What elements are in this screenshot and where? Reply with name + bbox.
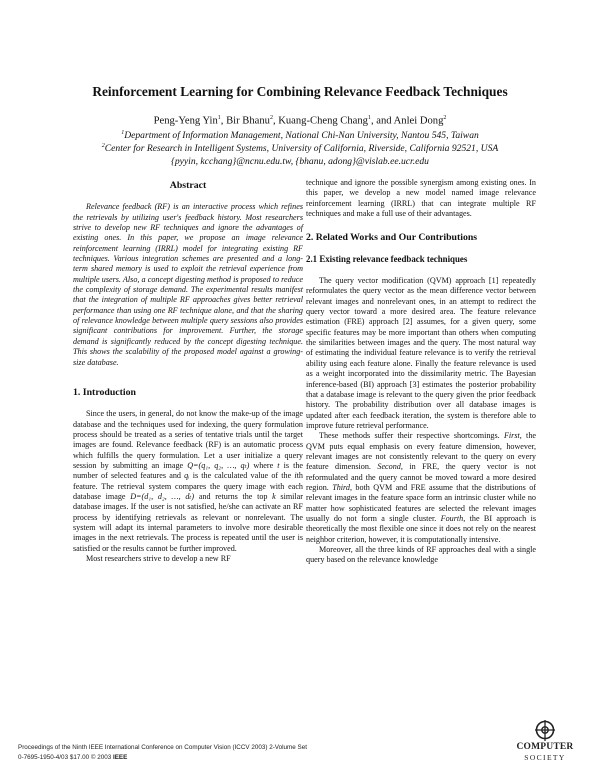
footer-isbn-text: 0-7695-1950-4/03 $17.00 © 2003 [18,754,113,761]
affiliation-text: Department of Information Management, National Chi-Nan University, Nantou 545, Taiwan [124,130,479,142]
affiliation-mark: 2 [101,143,105,149]
right-column [306,178,536,566]
text-run: , the BI approach is theoretically the most flexible one since it does not rely on the nearest neighbor criterion, however, it is computationally intensive. [306,513,536,544]
math-variable: t [277,460,280,470]
text-run: , in FRE, the query vector is not reformulated and the query cannot be moved toward a more desired region. [306,462,537,492]
intro-continuation: technique and ignore the possible synergism among existing ones. In this paper, we develop a new model named image relevance reinforcement learning (IRRL) that can integrate multiple RF techniques and make a full use of their advantages. [306,178,536,219]
author-separator: , [272,115,279,127]
author-name: Peng-Yeng Yin [153,115,218,127]
math-database-vector: D=(d₁, d₂, …, dₜ) [130,491,195,501]
section-heading-introduction: 1. Introduction [73,386,136,398]
author-affiliation-mark: 1 [217,115,221,121]
emphasis: Second [377,462,401,472]
text-run: , the QVM puts equal emphasis on every feature dimension, however, relevant images are not consistently relevant to the query on every feature dimension. [306,431,536,472]
related-paragraph-3: Moreover, all the three kinds of RF approaches deal with a single query based on the relevance knowledge [306,545,536,565]
author-affiliation-mark: 1 [367,115,371,121]
affiliation-text: Center for Research in Intelligent Systems, University of California, Riverside, California 92521, USA [104,143,499,155]
text-run: Since the users, in general, do not know the make-up of the image database and the techniques used for indexing, the query formulation process should be treated as a series of tentative trials until the target images are found. Relevance feedback (RF) is an automatic process which fulfills the query formulation. Let a user initialize a query session by submitting an image [73,409,303,470]
text-run: where [249,460,278,470]
ieee-label: IEEE [112,754,128,761]
math-variable: qᵢ [184,471,190,481]
text-run: th feature. The retrieval system compares the query image with each database image [73,471,303,501]
author-name: Bir Bhanu [226,115,270,127]
math-variable: i [294,471,297,481]
emphasis: First [503,431,520,441]
related-paragraph-1: The query vector modification (QVM) approach [1] repeatedly reformulates the query vector as the mean difference vector between relevant images and nonrelevant ones, in an attempt to redirect the query vector toward a more desired area. The feature relevance estimation (FRE) approach [2] assumes, for a given query, some specific features may be more important than others when computing the similarities between images and the query. The most natural way of estimating the individual feature relevance is to verify the retrieval ability using each feature alone. Finally the feature relevance is used as a weight incorporated into the dissimilarity metric. The Bayesian inference-based (BI) approach [3] estimates the posterior probability that a database image is relevant to the query given the prior feedback history. The probability distribution over all database images is updated after each feedback iteration, the system is therefore able to improve future retrieval performance. [306,276,536,430]
subsection-heading: 2.1 Existing relevance feedback techniques [306,253,468,264]
emphasis: Fourth [440,513,464,523]
author-list [0,115,600,127]
related-paragraph-2 [306,431,536,545]
math-query-vector: Q=(q₁, q₂, …, qₜ) [187,460,250,470]
intro-paragraph-1 [73,409,303,554]
text-run: is the calculated value of the [189,471,295,481]
emphasis: Third [332,482,350,492]
author-name: Kuang-Cheng Chang [278,115,368,127]
footer-proceedings: Proceedings of the Ninth IEEE International Conference on Computer Vision (ICCV 2003) 2-Volume Set [18,744,308,751]
author-separator: , [220,115,227,127]
author-separator: , and [370,115,394,127]
text-run: , both QVM and FRE assume that the distributions of relevant images in the feature space form an intrinsic cluster while no matter how sophisticated features are selected the relevant images usually do not form a single cluster. [306,482,536,523]
logo-text-society: SOCIETY [524,753,566,762]
computer-society-logo [512,720,578,766]
text-run: is the number of selected features and [73,460,303,481]
section-heading-related-works: 2. Related Works and Our Contributions [306,232,478,244]
author-name: Anlei Dong [393,115,444,127]
text-run: similar database images. If the user is not satisfied, he/she can activate an RF process by identifying retrievals as relevant or nonrelevant. The system will adapt its internal parameters to involve more desirable images in the next retrievals. The process is repeated until the user is satisfied or the results cannot be further improved. [73,491,303,553]
author-affiliation-mark: 2 [269,115,273,121]
paper-title: Reinforcement Learning for Combining Relevance Feedback Techniques [92,84,508,99]
text-run: These methods suffer their respective shortcomings. [319,431,504,441]
math-variable: k [272,491,276,501]
author-emails: {pyyin, kcchang}@ncnu.edu.tw, {bhanu, adong}@vislab.ee.ucr.edu [171,156,429,167]
abstract-heading: Abstract [169,180,207,191]
affiliation-2 [0,143,600,154]
affiliation-1 [0,130,600,141]
left-column [73,178,303,564]
text-run: and returns the top [194,491,273,501]
abstract-text: Relevance feedback (RF) is an interactive process which refines the retrievals by utilizing user's feedback history. Most researchers strive to develop new RF techniques and ignore the advantages of existing ones. In this paper, we propose an image relevance reinforcement learning (IRRL) model for integrating existing RF techniques. Various integration schemes are presented and a long-term shared memory is used to exploit the retrieval experience from multiple users. Also, a concept digesting method is proposed to reduce the complexity of storage demand. The experimental results manifest that the integration of multiple RF approaches gives better retrieval performance than using one RF technique alone, and that the sharing of relevance knowledge between multiple query sessions also provides significant contributions for improvement. Further, the storage demand is significantly reduced by the concept digesting technique. This shows the scalability of the proposed model against a growing-size database. [73,202,303,367]
footer-isbn [18,754,127,761]
society-emblem-icon [512,720,578,742]
author-affiliation-mark: 2 [443,115,447,121]
intro-paragraph-2: Most researchers strive to develop a new RF [86,554,231,563]
logo-text-computer: COMPUTER [516,742,574,752]
affiliation-mark: 1 [121,130,125,136]
